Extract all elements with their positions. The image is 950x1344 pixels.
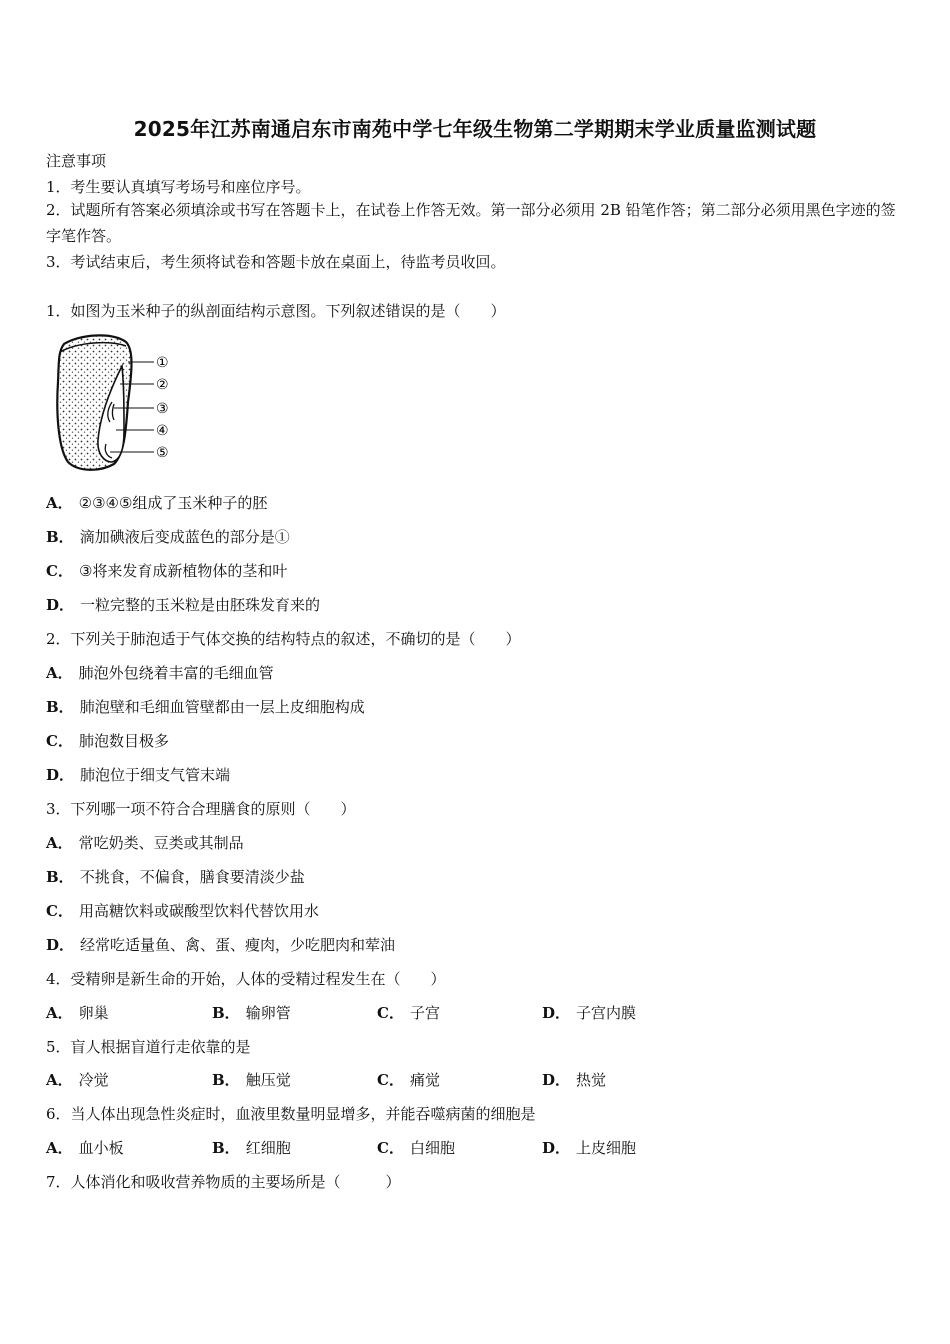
option-letter: C． <box>377 1004 404 1022</box>
notice-item: 1．考生要认真填写考场号和座位序号。 <box>46 178 311 196</box>
answer-option[interactable] <box>542 1139 636 1157</box>
option-text: 卵巢 <box>78 1004 109 1022</box>
option-text: 子宫 <box>409 1004 440 1022</box>
corn-seed-diagram <box>50 332 180 474</box>
option-letter: D． <box>542 1004 571 1022</box>
options-row <box>46 1139 906 1157</box>
option-letter: D． <box>46 936 75 954</box>
option-letter: C． <box>46 562 73 580</box>
option-text: 红细胞 <box>245 1139 291 1157</box>
answer-option[interactable] <box>212 1139 291 1157</box>
answer-option[interactable] <box>46 562 287 580</box>
option-letter: C． <box>377 1139 404 1157</box>
answer-option[interactable] <box>46 1004 109 1022</box>
answer-option[interactable] <box>46 834 244 852</box>
corn-seed-illustration <box>50 332 180 474</box>
notice-heading: 注意事项 <box>46 152 107 170</box>
question-stem: 7．人体消化和吸收营养物质的主要场所是（ ） <box>46 1173 401 1191</box>
answer-option[interactable] <box>46 494 267 512</box>
option-text: 热觉 <box>576 1071 607 1089</box>
answer-option[interactable] <box>46 1139 124 1157</box>
option-text: 肺泡位于细支气管末端 <box>80 766 231 784</box>
question-stem: 2．下列关于肺泡适于气体交换的结构特点的叙述，不确切的是（ ） <box>46 630 521 648</box>
page-title: 2025年江苏南通启东市南苑中学七年级生物第二学期期末学业质量监测试题 <box>133 117 817 141</box>
notice-item: 2．试题所有答案必须填涂或书写在答题卡上，在试卷上作答无效。第一部分必须用 2B 铅笔作答；第二部分必须用黑色字迹的签字笔作答。 <box>46 201 896 245</box>
option-text: 痛觉 <box>409 1071 440 1089</box>
option-text: 滴加碘液后变成蓝色的部分是① <box>79 528 290 546</box>
option-letter: C． <box>46 902 73 920</box>
option-text: 用高糖饮料或碳酸型饮料代替饮用水 <box>78 902 319 920</box>
option-letter: B． <box>46 698 74 716</box>
option-text: 子宫内膜 <box>576 1004 637 1022</box>
option-letter: B． <box>212 1071 240 1089</box>
option-text: 肺泡壁和毛细血管壁都由一层上皮细胞构成 <box>79 698 365 716</box>
figure-label: ④ <box>156 423 169 439</box>
option-letter: B． <box>212 1004 240 1022</box>
figure-label: ⑤ <box>156 445 169 461</box>
option-text: 不挑食，不偏食，膳食要清淡少盐 <box>79 868 305 886</box>
answer-option[interactable] <box>377 1071 440 1089</box>
option-text: 常吃奶类、豆类或其制品 <box>78 834 244 852</box>
option-letter: A． <box>46 1004 73 1022</box>
option-text: 肺泡外包绕着丰富的毛细血管 <box>78 664 274 682</box>
answer-option[interactable] <box>46 766 230 784</box>
notice-item: 3．考试结束后，考生须将试卷和答题卡放在桌面上，待监考员收回。 <box>46 253 506 271</box>
option-letter: C． <box>46 732 73 750</box>
options-row <box>46 1071 906 1089</box>
option-letter: A． <box>46 834 73 852</box>
answer-option[interactable] <box>46 698 365 716</box>
question-stem: 6．当人体出现急性炎症时，血液里数量明显增多，并能吞噬病菌的细胞是 <box>46 1105 536 1123</box>
option-letter: B． <box>46 868 74 886</box>
answer-option[interactable] <box>212 1004 291 1022</box>
option-letter: B． <box>46 528 74 546</box>
answer-option[interactable] <box>46 1071 109 1089</box>
option-letter: D． <box>46 766 75 784</box>
answer-option[interactable] <box>542 1071 606 1089</box>
question-stem: 3．下列哪一项不符合合理膳食的原则（ ） <box>46 800 356 818</box>
options-row <box>46 1004 906 1022</box>
option-letter: A． <box>46 664 73 682</box>
figure-label: ③ <box>156 401 169 417</box>
option-letter: D． <box>46 596 75 614</box>
question-stem: 4．受精卵是新生命的开始，人体的受精过程发生在（ ） <box>46 970 446 988</box>
option-text: ③将来发育成新植物体的茎和叶 <box>78 562 288 580</box>
figure-label: ① <box>156 355 169 371</box>
answer-option[interactable] <box>46 868 305 886</box>
option-letter: A． <box>46 1071 73 1089</box>
option-text: 触压觉 <box>245 1071 291 1089</box>
answer-option[interactable] <box>377 1004 440 1022</box>
option-letter: D． <box>542 1071 571 1089</box>
option-text: 上皮细胞 <box>576 1139 637 1157</box>
question-stem: 1．如图为玉米种子的纵剖面结构示意图。下列叙述错误的是（ ） <box>46 302 506 320</box>
option-text: 血小板 <box>78 1139 124 1157</box>
answer-option[interactable] <box>46 732 169 750</box>
option-letter: A． <box>46 494 73 512</box>
answer-option[interactable] <box>377 1139 455 1157</box>
option-letter: B． <box>212 1139 240 1157</box>
answer-option[interactable] <box>542 1004 636 1022</box>
figure-label: ② <box>156 377 169 393</box>
option-letter: D． <box>542 1139 571 1157</box>
option-text: 冷觉 <box>78 1071 109 1089</box>
option-letter: A． <box>46 1139 73 1157</box>
answer-option[interactable] <box>46 528 290 546</box>
option-text: ②③④⑤组成了玉米种子的胚 <box>78 494 268 512</box>
option-text: 肺泡数目极多 <box>78 732 169 750</box>
question-stem: 5．盲人根据盲道行走依靠的是 <box>46 1038 251 1056</box>
option-text: 白细胞 <box>409 1139 455 1157</box>
option-text: 经常吃适量鱼、禽、蛋、瘦肉，少吃肥肉和荤油 <box>80 936 396 954</box>
answer-option[interactable] <box>46 936 395 954</box>
option-letter: C． <box>377 1071 404 1089</box>
answer-option[interactable] <box>46 902 319 920</box>
option-text: 一粒完整的玉米粒是由胚珠发育来的 <box>80 596 321 614</box>
answer-option[interactable] <box>46 596 320 614</box>
answer-option[interactable] <box>46 664 274 682</box>
answer-option[interactable] <box>212 1071 291 1089</box>
option-text: 输卵管 <box>245 1004 291 1022</box>
